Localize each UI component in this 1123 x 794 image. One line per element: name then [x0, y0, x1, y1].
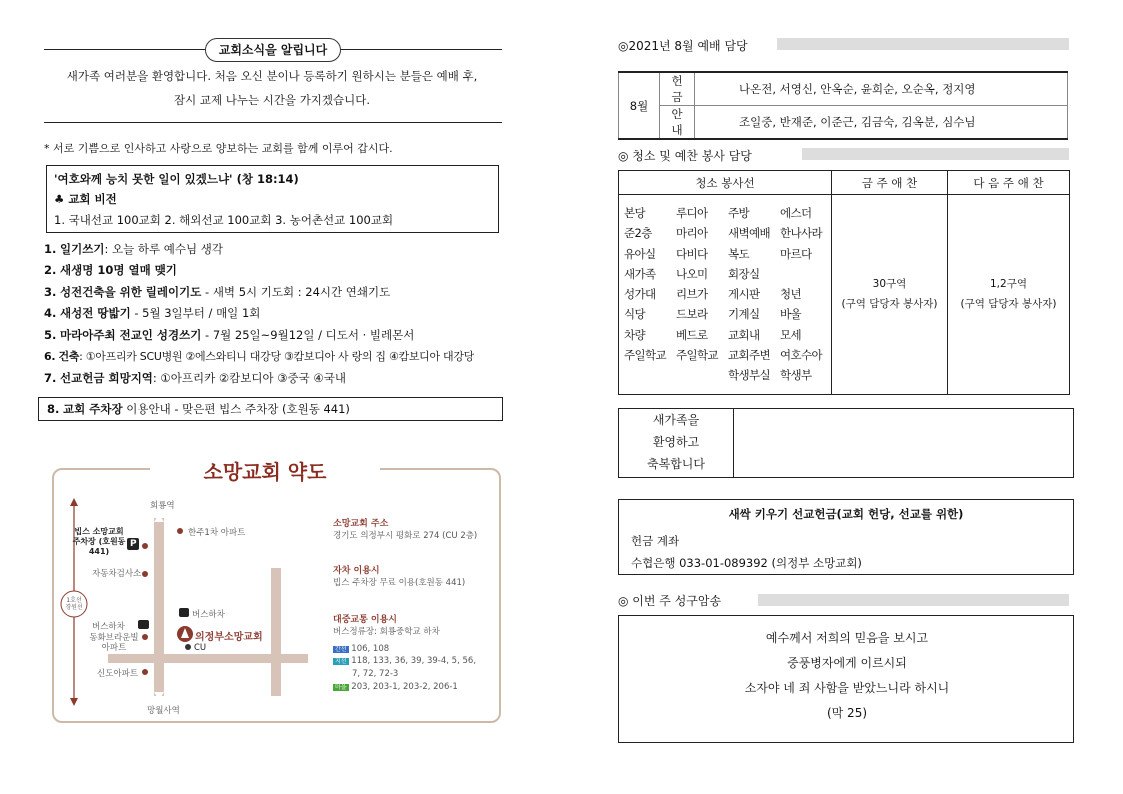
verse-box — [618, 615, 1074, 743]
mission-title: 새싹 키우기 선교헌금(교회 헌당, 선교를 위한) — [728, 507, 964, 521]
vol-place: 교회주변 — [728, 348, 771, 363]
vol-group: 한나사라 — [780, 226, 823, 241]
vol-place: 새벽예배 — [728, 226, 771, 241]
map-bus-stop-right: 버스하차 — [192, 610, 225, 620]
news-item-1: 1. 일기쓰기: 오늘 하루 예수님 생각 — [44, 242, 223, 256]
map-car-head: 자차 이용시 — [333, 566, 380, 576]
news-item-2: 2. 새생명 10명 열매 맺기 — [44, 263, 177, 277]
vol-place: 게시판 — [728, 287, 760, 302]
map-transit-head: 대중교통 이용시 — [333, 615, 397, 625]
newcomer-line-1: 새가족을 — [652, 413, 700, 427]
vol-place: 회장실 — [728, 266, 760, 281]
newcomer-line-2: 환영하고 — [652, 435, 700, 449]
map-addr: 경기도 의정부시 평화로 274 (CU 2층) — [333, 531, 478, 541]
welcome-line-1: 새가족 여러분을 환영합니다. 처음 오신 분이나 등록하기 원하시는 분들은 예배 후, — [66, 69, 478, 83]
vol-group: 청년 — [780, 287, 802, 302]
worship-month: 8월 — [619, 72, 660, 139]
vol-place: 차량 — [624, 327, 646, 342]
news-item-5: 5. 마라아주최 전교인 성경쓰기 - 7월 25일~9월12일 / 디도서 · 빌레몬서 — [44, 328, 415, 342]
mission-account: 수협은행 033-01-089392 (의정부 소망교회) — [631, 556, 862, 570]
map-bus-row-4: 마을 203, 203-1, 203-2, 206-1 — [335, 682, 458, 692]
vol-group — [780, 264, 826, 284]
vol-group: 바울 — [780, 307, 802, 322]
map-addr-head: 소망교회 주소 — [333, 519, 389, 529]
mission-offering-box — [618, 499, 1074, 575]
map-title: 소망교회 약도 — [150, 456, 380, 485]
vol-group: 드보라 — [676, 307, 708, 322]
verse-head-bar — [758, 594, 1069, 606]
vol-group: 베드로 — [676, 327, 708, 342]
clean-col-this-week: 금 주 애 찬 — [832, 171, 948, 195]
map-bus-stop-left: 버스하차 — [92, 622, 125, 632]
newcomer-label — [619, 409, 734, 477]
map-apt-left: 동화브라운빌 아파트 — [89, 633, 139, 653]
map-transit: 버스정류장: 회룡중학교 하차 — [333, 627, 440, 637]
map-bus-row-2: 지선 118, 133, 36, 39, 39-4, 5, 56, — [335, 656, 477, 666]
this-week-praise — [832, 195, 948, 395]
vol-group: 모세 — [780, 327, 802, 342]
map-car-wash: 자동차검사소 — [92, 569, 142, 579]
parking-notice: 8. 교회 주차장 이용안내 - 맞은편 빕스 주차장 (호원동 441) — [38, 397, 503, 421]
clean-head-bar — [802, 148, 1069, 160]
map-station-top: 회룡역 — [150, 501, 175, 511]
vol-place: 성가대 — [624, 287, 656, 302]
map-bus-row-1: 간선 106, 108 — [335, 644, 390, 654]
verse-line-2: 중풍병자에게 이르시되 — [787, 656, 907, 670]
vol-group: 루디아 — [676, 206, 708, 220]
news-title: 교회소식을 알립니다 — [205, 38, 341, 62]
worship-kind-usher: 안내 — [660, 106, 695, 140]
vision-heading: ♣ 교회 비전 — [54, 192, 117, 206]
mission-account-label: 헌금 계좌 — [631, 534, 680, 548]
vol-place: 준2층 — [624, 226, 652, 241]
clean-head: ◎ 청소 및 예찬 봉사 담당 — [618, 149, 752, 163]
vol-group: 나오미 — [676, 266, 708, 281]
this-week-note: (구역 담당자 봉사자) — [841, 298, 938, 311]
vol-place: 기계실 — [728, 307, 760, 322]
vol-group: 에스더 — [780, 206, 812, 220]
vol-place: 복도 — [728, 246, 750, 261]
next-week-praise — [948, 195, 1070, 395]
news-item-3: 3. 성전건축을 위한 릴레이기도 - 새벽 5시 기도회 : 24시간 연쇄기도 — [44, 285, 391, 299]
news-item-7: 7. 선교헌금 희망지역: ①아프리카 ②캄보디아 ③중국 ④국내 — [44, 371, 346, 385]
welcome-line-2: 잠시 교제 나누는 시간을 가지겠습니다. — [173, 93, 371, 107]
clean-col-next-week: 다 음 주 애 찬 — [948, 171, 1070, 195]
map-apt-shindo: 신도아파트 — [97, 669, 139, 679]
news-rule-left — [44, 49, 205, 50]
verse-reference: (막 25) — [826, 706, 868, 720]
volunteer-grid-cell — [619, 195, 832, 395]
vision-quote: '여호와께 능치 못한 일이 있겠느냐' (창 18:14) — [54, 172, 299, 186]
vol-group: 리브가 — [676, 287, 708, 302]
next-week-note: (구역 담당자 봉사자) — [960, 298, 1057, 311]
vol-place: 유아실 — [624, 246, 656, 261]
vol-place — [624, 365, 676, 385]
worship-head: ◎2021년 8월 예배 담당 — [618, 39, 748, 53]
map-church-name: 의정부소망교회 — [195, 632, 263, 643]
verse-line-3: 소자야 네 죄 사함을 받았느니라 하시니 — [744, 681, 950, 695]
vol-group: 여호수아 — [780, 348, 823, 363]
news-rule-right — [340, 49, 502, 50]
next-week-area: 1,2구역 — [990, 278, 1027, 291]
clean-table — [618, 170, 1070, 395]
map-parking-p: P — [130, 539, 137, 549]
map-bus-row-3: 7, 72, 72-3 — [352, 669, 399, 679]
volunteer-grid — [620, 196, 830, 393]
map-station-bottom: 망월사역 — [147, 706, 180, 716]
worship-table — [618, 71, 1068, 140]
map-line-badge: 1호선 경원선 — [65, 597, 83, 611]
newcomer-line-3: 축복합니다 — [647, 457, 705, 471]
vol-group — [676, 365, 728, 385]
news-item-6: 6. 건축: ①아프리카 SCU병원 ②에스와티니 대강당 ③캄보디아 사 랑의 집 ④캄보디아 대강당 — [44, 350, 474, 363]
vision-box — [46, 165, 499, 233]
vol-place: 주일학교 — [624, 348, 667, 363]
map-parking-label: 빕스 소망교회 주차장 (호원동 441) — [72, 527, 126, 556]
news-item-4: 4. 새성전 땅밟기 - 5월 3일부터 / 매일 1회 — [44, 306, 261, 320]
map-cu: CU — [194, 643, 207, 653]
vol-group: 학생부 — [780, 368, 812, 383]
vol-place: 새가족 — [624, 266, 656, 281]
vol-place: 식당 — [624, 307, 646, 322]
map-apt-top: 한주1차 아파트 — [188, 528, 246, 538]
vol-place: 주방 — [728, 206, 750, 220]
worship-head-bar — [777, 38, 1069, 50]
vision-goals: 1. 국내선교 100교회 2. 해외선교 100교회 3. 농어촌선교 100교회 — [54, 213, 394, 227]
vol-place: 학생부실 — [728, 368, 771, 383]
vol-group: 주일학교 — [676, 348, 719, 363]
this-week-area: 30구역 — [872, 278, 907, 291]
verse-line-1: 예수께서 저희의 믿음을 보시고 — [765, 631, 929, 645]
map-car: 빕스 주차장 무료 이용(호원동 441) — [333, 578, 466, 588]
newcomer-box — [618, 408, 1074, 478]
verse-head: ◎ 이번 주 성구암송 — [618, 594, 722, 608]
worship-names-usher: 조일중, 반재준, 이준근, 김금숙, 김옥분, 심수님 — [695, 106, 1068, 140]
worship-names-offering: 나온전, 서영신, 안옥순, 윤희순, 오순옥, 정지영 — [695, 72, 1068, 106]
note: * 서로 기쁨으로 인사하고 사랑으로 양보하는 교회를 함께 이루어 갑시다. — [44, 142, 393, 155]
divider — [44, 122, 502, 123]
vol-group: 마리아 — [676, 226, 708, 241]
vol-group: 마르다 — [780, 246, 812, 261]
vol-place: 교회내 — [728, 327, 760, 342]
clean-col-volunteers: 청소 봉사선 — [619, 171, 832, 195]
vol-place: 본당 — [624, 206, 646, 220]
worship-kind-offering: 헌금 — [660, 72, 695, 106]
vol-group: 다비다 — [676, 246, 708, 261]
